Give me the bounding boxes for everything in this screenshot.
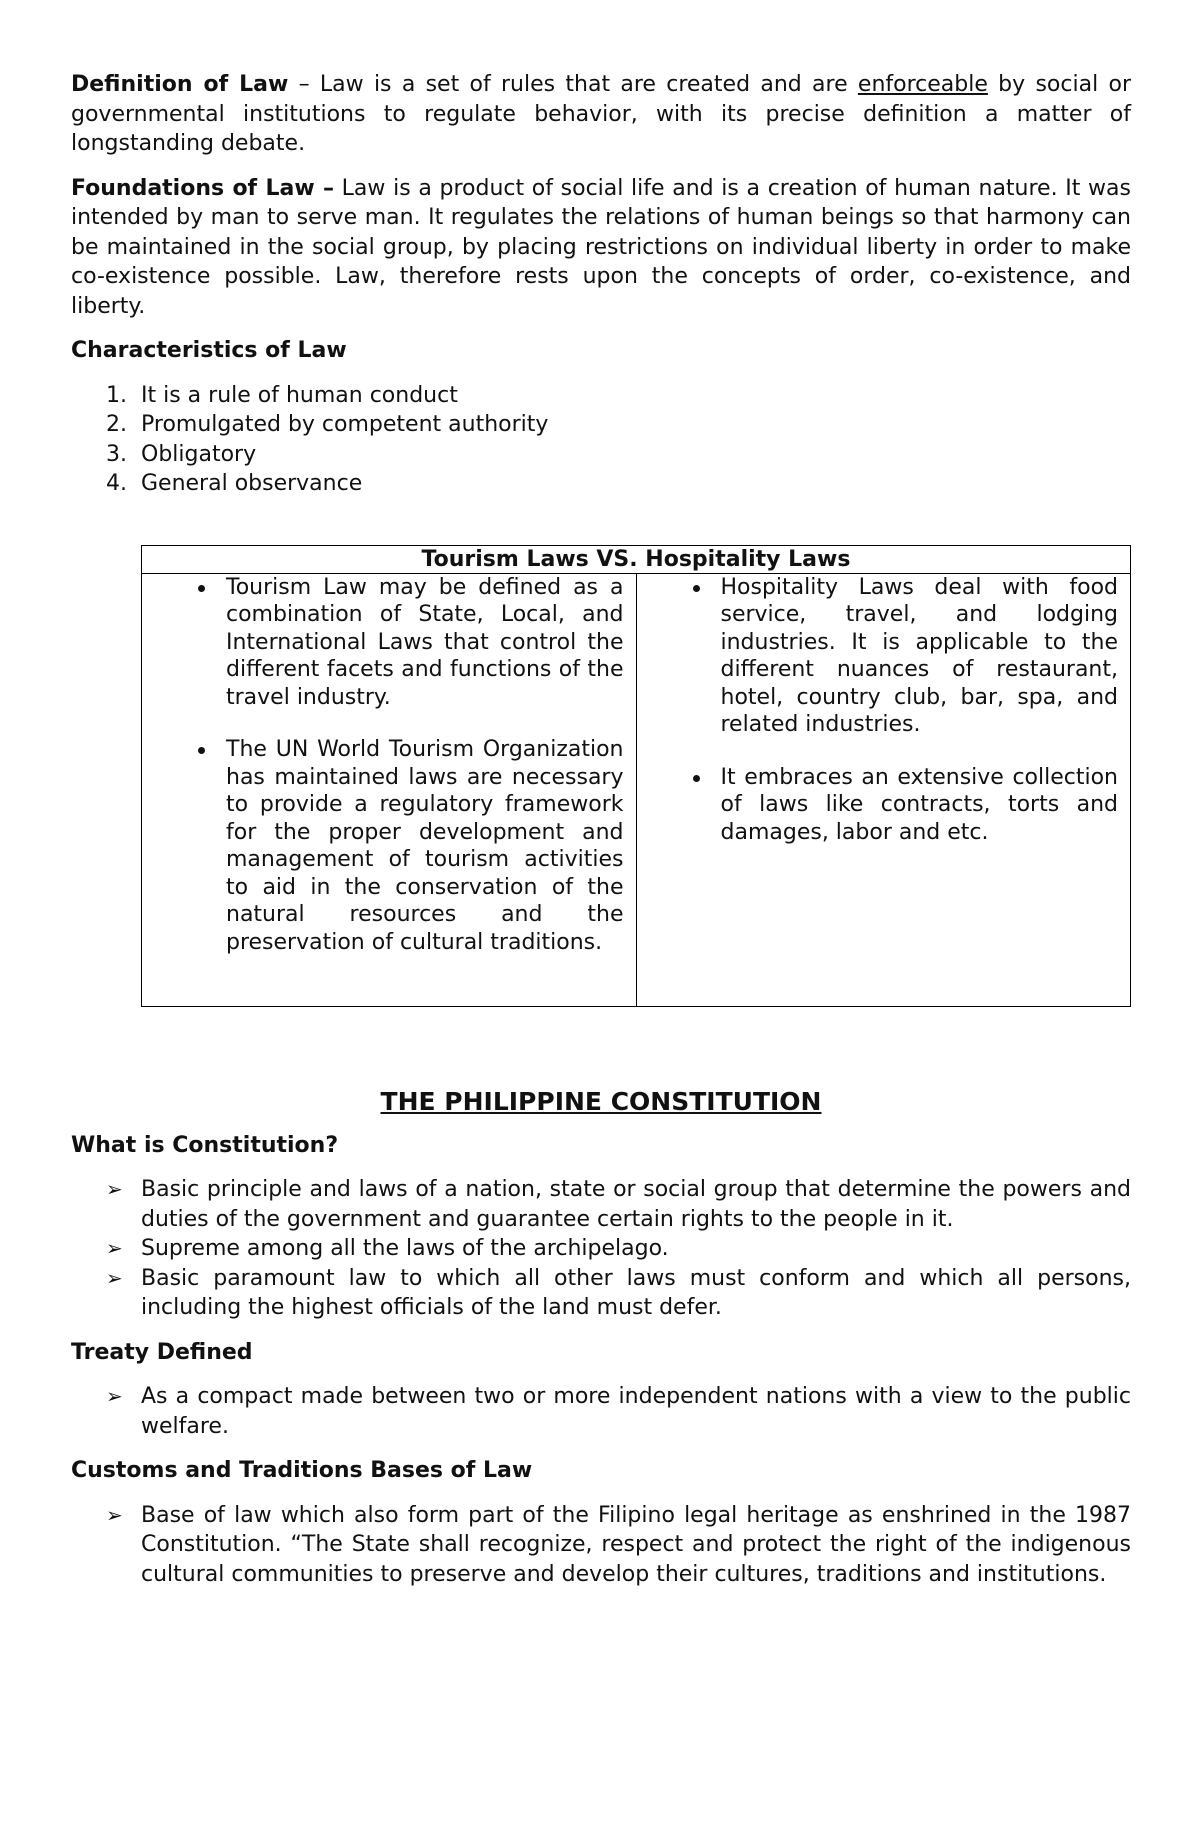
bullet-text: Hospitality Laws deal with food service, travel, and lodging industries. It is applicable to the different nuances of restaurant, hotel, country club, bar, spa, and related industries. (720, 574, 1118, 737)
list-item (71, 1264, 1131, 1323)
list-number: 2. (106, 412, 127, 437)
list-number: 3. (106, 441, 127, 467)
list-item-text: Supreme among all the laws of the archipelago. (141, 1236, 669, 1261)
definition-paragraph (71, 70, 1131, 159)
hospitality-laws-list (649, 574, 1119, 847)
arrow-bullet-icon: ➢ (106, 1236, 123, 1260)
list-item-text: Promulgated by competent authority (141, 412, 549, 437)
bullet-icon (198, 585, 205, 592)
bullet-text: Tourism Law may be defined as a combination of State, Local, and International Laws that control the different facets and functions of the travel industry. (226, 574, 624, 710)
list-item (71, 381, 1131, 411)
list-item-text: General observance (141, 471, 363, 496)
bullet-text: The UN World Tourism Organization has maintained laws are necessary to provide a regulatory framework for the proper development and management of tourism activities to aid in the conservation of the natural resources and the preservation of cultural traditions. (226, 737, 624, 955)
list-item-text: As a compact made between two or more independent nations with a view to the public welfare. (141, 1384, 1131, 1439)
foundations-label: Foundations of Law – (71, 175, 334, 201)
list-item-text: Obligatory (141, 441, 257, 467)
comparison-table (141, 545, 1131, 1008)
characteristics-list (71, 381, 1131, 499)
section-title: THE PHILIPPINE CONSTITUTION (380, 1087, 822, 1116)
list-item (71, 1175, 1131, 1234)
characteristics-heading: Characteristics of Law (71, 338, 347, 363)
foundations-paragraph (71, 174, 1131, 322)
definition-text-after: by social or governmental institutions to regulate behavior, with its precise definition a matter of longstanding debate. (71, 72, 1131, 156)
bullet-icon (198, 747, 205, 754)
comparison-table-header: Tourism Laws VS. Hospitality Laws (142, 545, 1131, 573)
foundations-text: Law is a product of social life and is a creation of human nature. It was intended by man to serve man. It regulates the relations of human beings so that harmony can be maintained in the social group, by placing restrictions on individual liberty in order to make co-existence possible. Law, therefore rests upon the concepts of order, co-existence, and liberty. (71, 175, 1131, 319)
list-item-text: It is a rule of human conduct (141, 382, 458, 408)
tourism-laws-cell (142, 573, 637, 1007)
hospitality-laws-cell (636, 573, 1131, 1007)
definition-separator: – (288, 72, 320, 97)
arrow-bullet-icon: ➢ (106, 1384, 123, 1408)
list-item (71, 1382, 1131, 1441)
list-item (649, 764, 1119, 847)
list-number: 1. (106, 382, 127, 408)
arrow-bullet-icon: ➢ (106, 1177, 123, 1201)
list-item (71, 410, 1131, 440)
bullet-icon (693, 585, 700, 592)
list-item (71, 1234, 1131, 1264)
treaty-heading: Treaty Defined (71, 1339, 253, 1365)
bullet-text: It embraces an extensive collection of laws like contracts, torts and damages, labor and etc. (720, 764, 1118, 845)
customs-heading: Customs and Traditions Bases of Law (71, 1458, 533, 1483)
list-item (71, 469, 1131, 499)
arrow-bullet-icon: ➢ (106, 1265, 123, 1290)
arrow-bullet-icon: ➢ (106, 1502, 123, 1527)
definition-underlined-word: enforceable (857, 72, 988, 97)
list-item (154, 736, 624, 956)
list-item-text: Basic paramount law to which all other laws must conform and which all persons, including the highest officials of the land must defer. (141, 1265, 1131, 1320)
bullet-icon (693, 775, 700, 782)
list-item-text: Base of law which also form part of the Filipino legal heritage as enshrined in the 1987 Constitution. “The State shall recognize, respect and protect the right of the indigenous cultural communities to preserve and develop their cultures, traditions and institutions. (141, 1502, 1131, 1587)
list-item (71, 440, 1131, 470)
list-item (649, 574, 1119, 739)
document-page (71, 70, 1131, 1604)
what-is-constitution-heading: What is Constitution? (71, 1132, 339, 1158)
customs-list (71, 1501, 1131, 1590)
constitution-list (71, 1175, 1131, 1323)
list-item (71, 1501, 1131, 1590)
list-item (154, 574, 624, 712)
definition-text-before: Law is a set of rules that are created and are (319, 72, 858, 97)
tourism-laws-list (154, 574, 624, 957)
definition-label: Definition of Law (71, 72, 289, 97)
treaty-list (71, 1382, 1131, 1441)
list-number: 4. (106, 471, 127, 496)
list-item-text: Basic principle and laws of a nation, state or social group that determine the powers and duties of the government and guarantee certain rights to the people in it. (141, 1177, 1131, 1232)
